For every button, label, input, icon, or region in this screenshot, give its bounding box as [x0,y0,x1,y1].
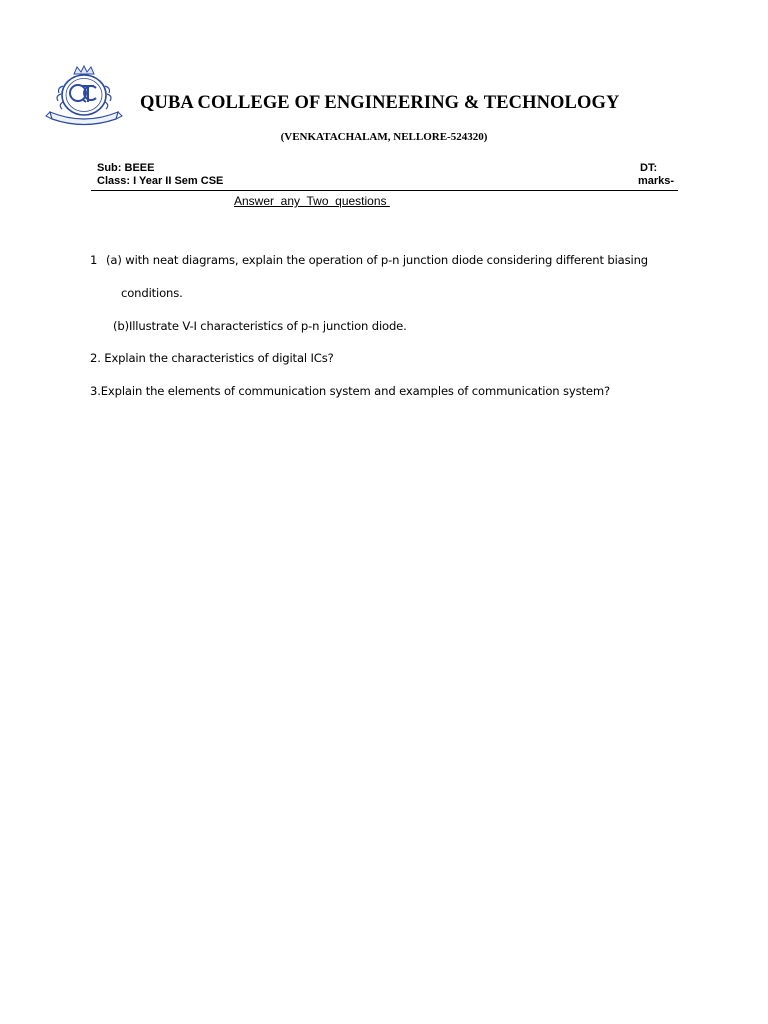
class-label: Class: I Year II Sem CSE [97,175,224,187]
header-divider [91,190,678,191]
question-2: 2. Explain the characteristics of digital ICs? [90,351,334,365]
college-crest-icon [44,64,124,126]
college-name: QUBA COLLEGE OF ENGINEERING & TECHNOLOGY [140,93,620,113]
instruction-text: Answer any Two questions [234,194,390,208]
marks-label: marks- [638,175,675,187]
question-1a-continued: conditions. [121,286,183,300]
question-3: 3.Explain the elements of communication system and examples of communication system? [90,384,611,398]
college-address: (VENKATACHALAM, NELLORE-524320) [280,131,488,143]
question-1a: (a) with neat diagrams, explain the operation of p-n junction diode considering different biasing [106,253,648,267]
question-1b: (b)Illustrate V-I characteristics of p-n junction diode. [113,319,407,333]
subject-label: Sub: BEEE [97,162,155,174]
date-label: DT: [640,162,658,174]
question-1-number: 1 [90,253,98,267]
